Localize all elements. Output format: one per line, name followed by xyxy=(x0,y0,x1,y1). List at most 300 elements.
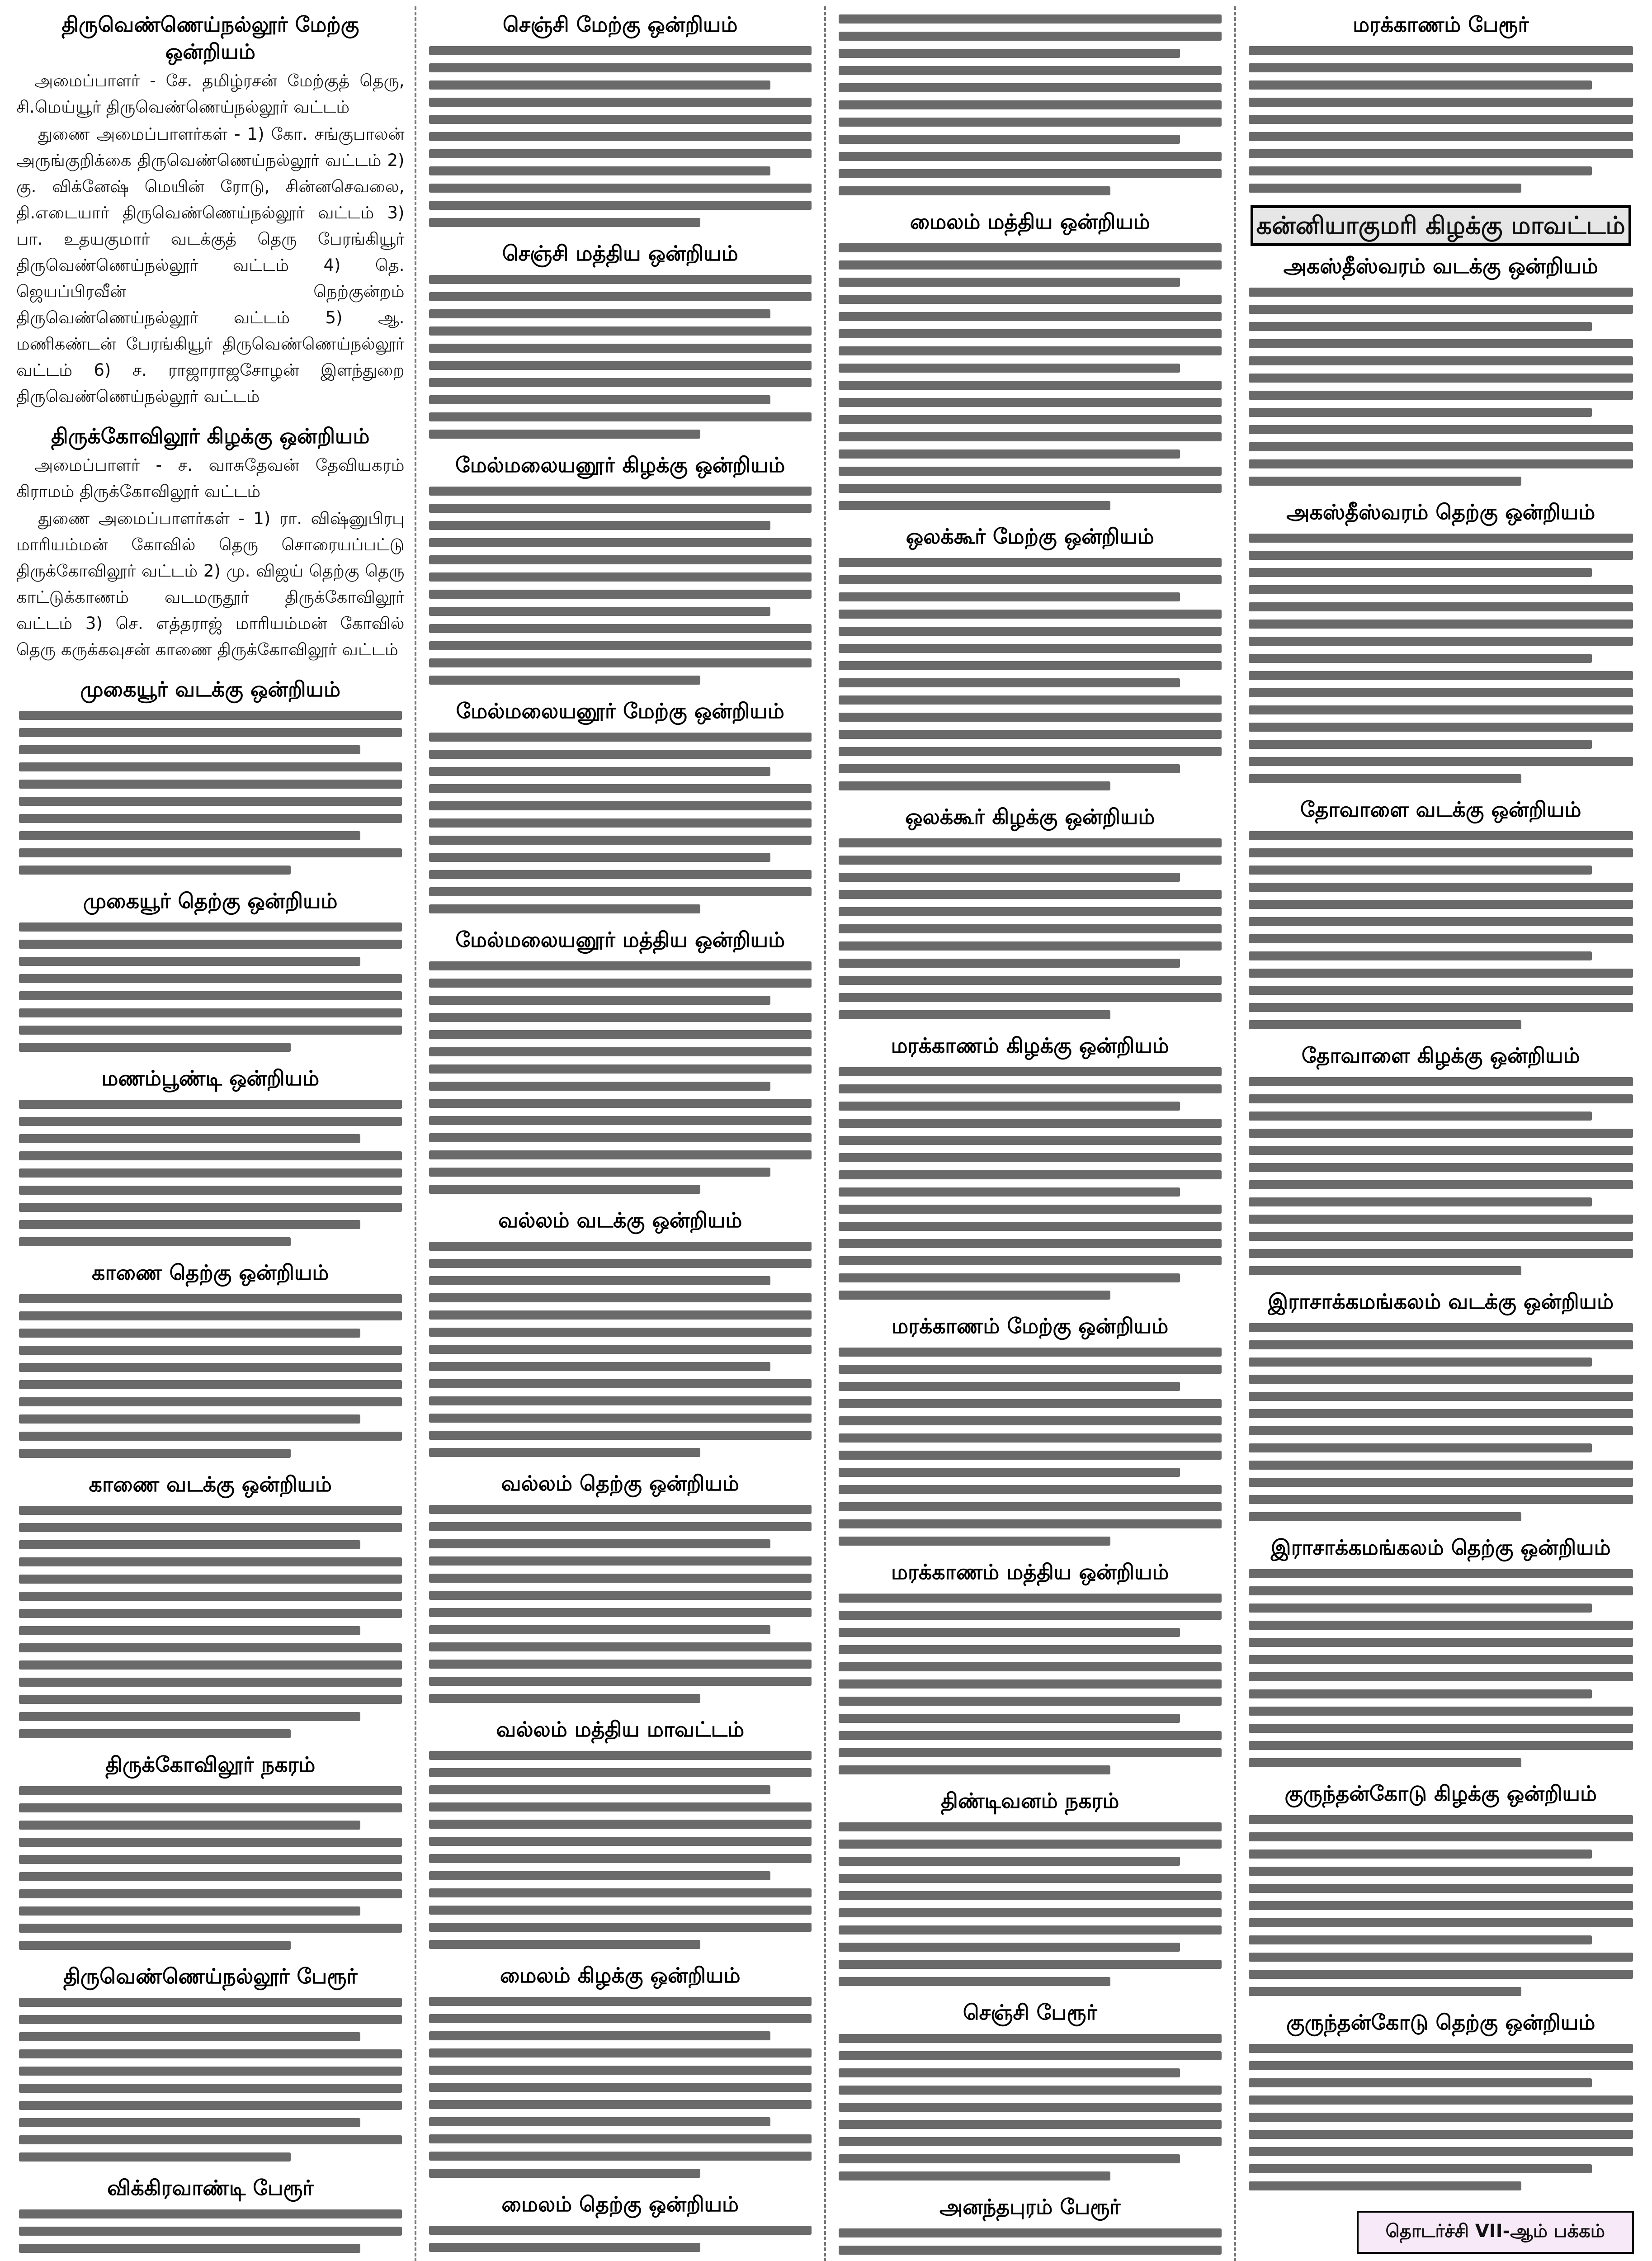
text-line xyxy=(1249,740,1592,749)
text-line xyxy=(839,1136,1222,1145)
text-line xyxy=(429,996,770,1005)
text-line xyxy=(19,2135,402,2144)
text-line xyxy=(1249,1077,1633,1086)
text-line xyxy=(1249,391,1633,400)
text-line xyxy=(429,818,812,828)
text-line xyxy=(839,1256,1222,1265)
text-line xyxy=(1249,1918,1633,1927)
text-line xyxy=(429,1802,812,1812)
text-line xyxy=(1249,339,1633,348)
text-line xyxy=(1249,477,1522,486)
section-title: அகஸ்தீஸ்வரம் தெற்கு ஒன்றியம் xyxy=(1286,500,1595,524)
text-line xyxy=(1249,1358,1592,1367)
text-line xyxy=(839,1382,1180,1391)
text-line xyxy=(429,801,812,810)
text-line xyxy=(1249,585,1633,594)
text-line xyxy=(429,1556,812,1566)
text-line xyxy=(429,853,770,862)
text-line xyxy=(839,295,1222,304)
text-line xyxy=(429,166,770,175)
text-line xyxy=(19,2049,402,2058)
text-line xyxy=(429,1362,770,1371)
text-line xyxy=(839,2120,1222,2129)
text-line xyxy=(1249,1249,1633,1258)
text-line xyxy=(1249,305,1633,314)
text-line xyxy=(1249,2095,1633,2105)
text-line xyxy=(1249,705,1633,714)
text-line xyxy=(19,1838,402,1847)
text-line xyxy=(429,2100,812,2109)
union-section xyxy=(426,11,815,227)
text-line xyxy=(1249,620,1633,629)
text-line xyxy=(1249,1655,1633,1664)
text-line xyxy=(19,2032,360,2041)
text-line xyxy=(19,1134,360,1143)
text-line xyxy=(839,1205,1222,1214)
text-line xyxy=(429,1677,812,1686)
text-line xyxy=(839,1102,1180,1111)
text-line xyxy=(1249,671,1633,680)
text-line xyxy=(839,1960,1222,1969)
text-line xyxy=(839,856,1222,865)
text-line xyxy=(19,1821,360,1830)
text-line xyxy=(429,887,812,896)
union-section xyxy=(1246,1288,1636,1521)
section-title: மரக்காணம் மேற்கு ஒன்றியம் xyxy=(892,1314,1169,1338)
text-line xyxy=(429,2031,770,2040)
text-line xyxy=(19,1346,402,1355)
text-line xyxy=(839,695,1222,705)
text-line xyxy=(429,2014,812,2023)
text-line xyxy=(1249,1849,1592,1859)
column-2 xyxy=(416,6,826,2261)
text-line xyxy=(1249,1020,1522,1029)
column-4 xyxy=(1236,6,1646,2261)
text-line xyxy=(839,1119,1222,1128)
text-line xyxy=(839,1537,1110,1546)
union-section xyxy=(426,2190,815,2252)
union-section xyxy=(836,208,1224,510)
text-line xyxy=(429,115,812,124)
text-line xyxy=(19,1643,402,1652)
text-line xyxy=(19,1626,360,1635)
text-line xyxy=(839,838,1222,847)
text-line xyxy=(1249,1867,1633,1876)
text-line xyxy=(1249,723,1633,732)
text-line xyxy=(1249,883,1633,892)
union-section xyxy=(426,451,815,685)
text-line xyxy=(19,1294,402,1303)
text-line xyxy=(19,1043,291,1052)
text-line xyxy=(429,521,770,530)
text-line xyxy=(19,1008,402,1017)
union-section xyxy=(836,803,1224,1019)
text-line xyxy=(1249,1112,1592,1121)
text-line xyxy=(429,1431,812,1440)
text-line xyxy=(839,1611,1222,1620)
text-line xyxy=(1249,757,1633,766)
text-line xyxy=(839,1348,1222,1357)
text-line xyxy=(1249,459,1633,468)
text-line xyxy=(19,1609,402,1618)
text-line xyxy=(839,186,1110,195)
text-line xyxy=(429,1888,812,1897)
text-line xyxy=(19,1998,402,2007)
text-line xyxy=(1249,1970,1633,1979)
text-line xyxy=(839,66,1222,75)
text-line xyxy=(1249,98,1633,107)
text-line xyxy=(429,430,701,439)
union-section xyxy=(836,523,1224,790)
text-line xyxy=(1249,1638,1633,1647)
text-line xyxy=(839,169,1222,178)
union-section xyxy=(1246,11,1636,193)
text-line xyxy=(19,1712,360,1721)
section-title: மேல்மலையனூர் கிழக்கு ஒன்றியம் xyxy=(455,453,785,477)
text-line xyxy=(19,940,402,949)
text-line xyxy=(839,260,1222,270)
union-section xyxy=(1246,796,1636,1029)
text-line xyxy=(839,1153,1222,1162)
section-title: தோவாளை வடக்கு ஒன்றியம் xyxy=(1300,797,1581,822)
text-line xyxy=(429,149,812,158)
text-line xyxy=(19,814,402,823)
text-line xyxy=(19,1941,291,1950)
text-line xyxy=(839,2246,1222,2255)
text-line xyxy=(839,467,1222,476)
text-line xyxy=(839,1840,1222,1849)
text-line xyxy=(1249,1232,1633,1241)
text-line xyxy=(839,1273,1180,1282)
union-section xyxy=(426,926,815,1194)
text-line xyxy=(429,1785,770,1794)
text-line xyxy=(429,1116,812,1125)
section-title: செஞ்சி மேற்கு ஒன்றியம் xyxy=(502,12,738,37)
text-line xyxy=(429,2169,701,2178)
text-line xyxy=(839,2034,1222,2043)
text-line xyxy=(839,32,1222,41)
text-line xyxy=(1249,1323,1633,1332)
text-line xyxy=(429,504,812,513)
text-line xyxy=(839,873,1180,882)
text-line xyxy=(839,83,1222,92)
text-line xyxy=(1249,688,1633,697)
continued-on-page-box: தொடர்ச்சி VII-ஆம் பக்கம் xyxy=(1357,2211,1634,2254)
text-line xyxy=(19,1237,291,1246)
text-line xyxy=(839,890,1222,899)
text-line xyxy=(429,275,812,284)
text-line xyxy=(839,907,1222,916)
text-line xyxy=(19,1506,402,1515)
text-line xyxy=(839,1010,1110,1019)
text-line xyxy=(839,993,1222,1002)
text-line xyxy=(19,1592,402,1601)
text-line xyxy=(19,1186,402,1195)
text-line xyxy=(839,364,1180,373)
text-line xyxy=(839,1084,1222,1093)
text-line xyxy=(1249,1935,1592,1944)
text-line xyxy=(1249,166,1592,175)
union-section xyxy=(16,11,405,410)
text-line xyxy=(1249,2113,1633,2122)
text-line xyxy=(19,1855,402,1864)
text-line xyxy=(429,309,770,318)
union-section xyxy=(16,422,405,663)
section-title: இராசாக்கமங்கலம் வடக்கு ஒன்றியம் xyxy=(1268,1289,1614,1314)
text-line xyxy=(839,1170,1222,1179)
text-line xyxy=(1249,1443,1592,1452)
text-line xyxy=(429,836,812,845)
text-line xyxy=(839,1416,1222,1425)
text-line xyxy=(839,243,1222,252)
section-title: முகையூர் வடக்கு ஒன்றியம் xyxy=(80,677,341,701)
text-line xyxy=(429,1259,812,1268)
text-line xyxy=(429,378,812,387)
text-line xyxy=(839,2086,1222,2095)
text-line xyxy=(19,1872,402,1881)
section-title: வல்லம் தெற்கு ஒன்றியம் xyxy=(501,1471,739,1495)
section-title: செஞ்சி மத்திய ஒன்றியம் xyxy=(502,241,738,265)
text-line xyxy=(1249,408,1592,417)
text-line xyxy=(839,501,1110,510)
text-line xyxy=(429,658,812,667)
text-line xyxy=(839,1645,1222,1654)
text-line xyxy=(1249,1758,1522,1767)
text-line xyxy=(839,1433,1222,1443)
text-line xyxy=(1249,1426,1633,1435)
text-line xyxy=(429,607,770,616)
text-line xyxy=(1249,866,1592,875)
text-line xyxy=(1249,1094,1633,1103)
text-line xyxy=(839,484,1222,493)
text-line xyxy=(19,1026,402,1035)
text-line xyxy=(429,624,812,633)
text-line xyxy=(429,184,812,193)
text-line xyxy=(19,762,402,771)
union-section xyxy=(1246,498,1636,783)
section-title: திருவெண்ணெய்நல்லூர் மேற்கு ஒன்றியம் xyxy=(61,12,359,64)
text-line xyxy=(1249,1569,1633,1578)
text-line xyxy=(19,1151,402,1160)
text-line xyxy=(1249,1884,1633,1893)
section-title: மரக்காணம் பேரூர் xyxy=(1353,12,1529,37)
text-line xyxy=(839,1468,1180,1477)
union-section xyxy=(16,1471,405,1738)
text-line xyxy=(839,2051,1222,2060)
text-line xyxy=(19,2101,402,2110)
text-line xyxy=(839,678,1180,687)
union-section xyxy=(16,1064,405,1246)
section-title: மரக்காணம் கிழக்கு ஒன்றியம் xyxy=(891,1033,1169,1058)
text-line xyxy=(839,135,1180,144)
text-line xyxy=(1249,442,1633,451)
text-line xyxy=(429,218,701,227)
text-line xyxy=(429,2117,770,2126)
text-line xyxy=(429,1940,701,1949)
text-line xyxy=(19,2015,402,2024)
text-line xyxy=(19,848,402,857)
union-section xyxy=(836,2193,1224,2261)
text-line xyxy=(839,747,1222,756)
section-title: மைலம் கிழக்கு ஒன்றியம் xyxy=(500,1963,741,1987)
text-line xyxy=(1249,1901,1633,1910)
text-line xyxy=(429,1660,812,1669)
union-section xyxy=(1246,1042,1636,1275)
text-line xyxy=(839,1697,1222,1706)
text-line xyxy=(429,344,812,353)
text-line xyxy=(839,959,1180,968)
text-line xyxy=(1249,1340,1633,1349)
union-section xyxy=(426,1470,815,1703)
text-line xyxy=(1249,1003,1633,1012)
text-line xyxy=(1249,1724,1633,1733)
text-line xyxy=(839,924,1222,933)
section-title: குருந்தன்கோடு கிழக்கு ஒன்றியம் xyxy=(1284,1781,1597,1806)
section-title: குருந்தன்கோடு தெற்கு ஒன்றியம் xyxy=(1286,2010,1595,2034)
text-line xyxy=(429,46,812,55)
text-line xyxy=(839,976,1222,985)
text-line xyxy=(1249,2078,1592,2087)
text-line xyxy=(429,784,812,793)
text-line xyxy=(839,1765,1110,1774)
text-line xyxy=(839,49,1180,58)
text-line xyxy=(19,974,402,983)
text-line xyxy=(1249,637,1633,646)
text-line xyxy=(839,14,1222,24)
text-line xyxy=(429,1751,812,1760)
text-line xyxy=(19,1803,402,1812)
text-line xyxy=(429,2243,701,2252)
text-line xyxy=(429,676,701,685)
text-line xyxy=(429,1539,770,1548)
text-line xyxy=(429,1276,770,1285)
text-line xyxy=(429,395,770,404)
text-line xyxy=(429,1694,701,1703)
text-line xyxy=(429,1064,812,1074)
text-line xyxy=(1249,1215,1633,1224)
text-line xyxy=(1249,1689,1592,1698)
text-line xyxy=(429,1345,812,1354)
text-line xyxy=(429,1310,812,1320)
text-line xyxy=(429,1414,812,1423)
text-line xyxy=(839,1399,1222,1408)
text-line xyxy=(839,2103,1222,2112)
text-line xyxy=(839,575,1222,584)
text-line xyxy=(19,1311,402,1320)
text-line xyxy=(839,1714,1180,1723)
text-line xyxy=(429,641,812,650)
text-line xyxy=(19,1729,291,1738)
text-line xyxy=(839,2171,1110,2181)
text-line xyxy=(429,1906,812,1915)
text-line xyxy=(1249,1375,1633,1384)
text-line xyxy=(839,1365,1222,1374)
text-line xyxy=(839,1239,1222,1248)
section-title: மரக்காணம் மத்திய ஒன்றியம் xyxy=(891,1560,1169,1584)
text-line xyxy=(839,100,1222,109)
union-section xyxy=(836,1999,1224,2181)
text-line xyxy=(1249,934,1633,943)
organiser-entry: அமைப்பாளர் - ச. வாசுதேவன் தேவியகரம் கிராமம் திருக்கோவிலூர் வட்டம் xyxy=(16,455,405,501)
text-line xyxy=(429,1625,770,1634)
text-line xyxy=(1249,1604,1592,1613)
section-title: வல்லம் மத்திய மாவட்டம் xyxy=(496,1717,745,1741)
section-title: திருவெண்ணெய்நல்லூர் பேரூர் xyxy=(63,1964,358,1988)
text-line xyxy=(429,1505,812,1514)
union-section xyxy=(16,1963,405,2162)
text-line xyxy=(839,941,1222,951)
text-line xyxy=(19,1924,402,1933)
union-section xyxy=(16,1751,405,1950)
text-line xyxy=(429,1133,812,1142)
text-line xyxy=(429,1854,812,1863)
text-line xyxy=(1249,848,1633,857)
text-line xyxy=(1249,425,1633,434)
union-section xyxy=(426,697,815,913)
text-line xyxy=(429,750,812,759)
text-line xyxy=(1249,1815,1633,1824)
text-line xyxy=(429,1396,812,1405)
text-line xyxy=(1249,1478,1633,1487)
text-line xyxy=(429,201,812,210)
union-section xyxy=(1246,2009,1636,2190)
text-line xyxy=(1249,534,1633,543)
text-line xyxy=(19,1380,402,1389)
text-line xyxy=(839,449,1180,459)
text-line xyxy=(839,1451,1222,1460)
text-line xyxy=(19,1575,402,1584)
section-title: திருக்கோவிலூர் கிழக்கு ஒன்றியம் xyxy=(51,424,370,448)
text-line xyxy=(19,711,402,720)
union-section xyxy=(1246,252,1636,486)
text-line xyxy=(839,764,1180,773)
text-line xyxy=(19,728,402,737)
text-line xyxy=(429,326,812,336)
column-3 xyxy=(826,6,1236,2261)
text-line xyxy=(19,1220,360,1229)
text-line xyxy=(429,292,812,301)
text-line xyxy=(1249,184,1522,193)
text-line xyxy=(429,590,812,599)
text-line xyxy=(1249,900,1633,909)
text-line xyxy=(1249,1163,1633,1172)
text-line xyxy=(19,1660,402,1670)
text-line xyxy=(429,1768,812,1777)
deputy-organisers-entry: துணை அமைப்பாளர்கள் - 1) ரா. விஷ்னுபிரபு மாரியம்மன் கோவில் தெரு சொரையப்பட்டு திருக்கோவிலூர் வட்டம் 2) மு. விஜய் தெற்கு தெரு காட்டுக்காணம் வடமருதூர் திருக்கோவிலூர் வட்டம் 3) செ. எத்தராஜ் மாரியம்மன் கோவில் தெரு கருக்கவுசன் காணை திருக்கோவிலூர் வட்டம் xyxy=(16,509,405,659)
union-section xyxy=(836,1558,1224,1774)
text-line xyxy=(1249,568,1592,577)
text-line xyxy=(1249,602,1633,611)
text-line xyxy=(19,1557,402,1566)
text-line xyxy=(429,572,812,582)
text-line xyxy=(429,1168,770,1177)
text-line xyxy=(19,1203,402,1212)
text-line xyxy=(429,1608,812,1617)
text-line xyxy=(1249,1707,1633,1716)
text-line xyxy=(1249,1197,1592,1206)
text-line xyxy=(429,538,812,547)
text-line xyxy=(19,1432,402,1441)
union-section xyxy=(16,1259,405,1458)
text-line xyxy=(19,1889,402,1898)
text-line xyxy=(429,1820,812,1829)
text-line xyxy=(19,745,360,754)
text-line xyxy=(839,152,1222,161)
district-header: கன்னியாகுமரி கிழக்கு மாவட்டம் xyxy=(1251,205,1632,246)
text-line xyxy=(839,346,1222,355)
text-line xyxy=(429,63,812,72)
text-line xyxy=(839,381,1222,390)
